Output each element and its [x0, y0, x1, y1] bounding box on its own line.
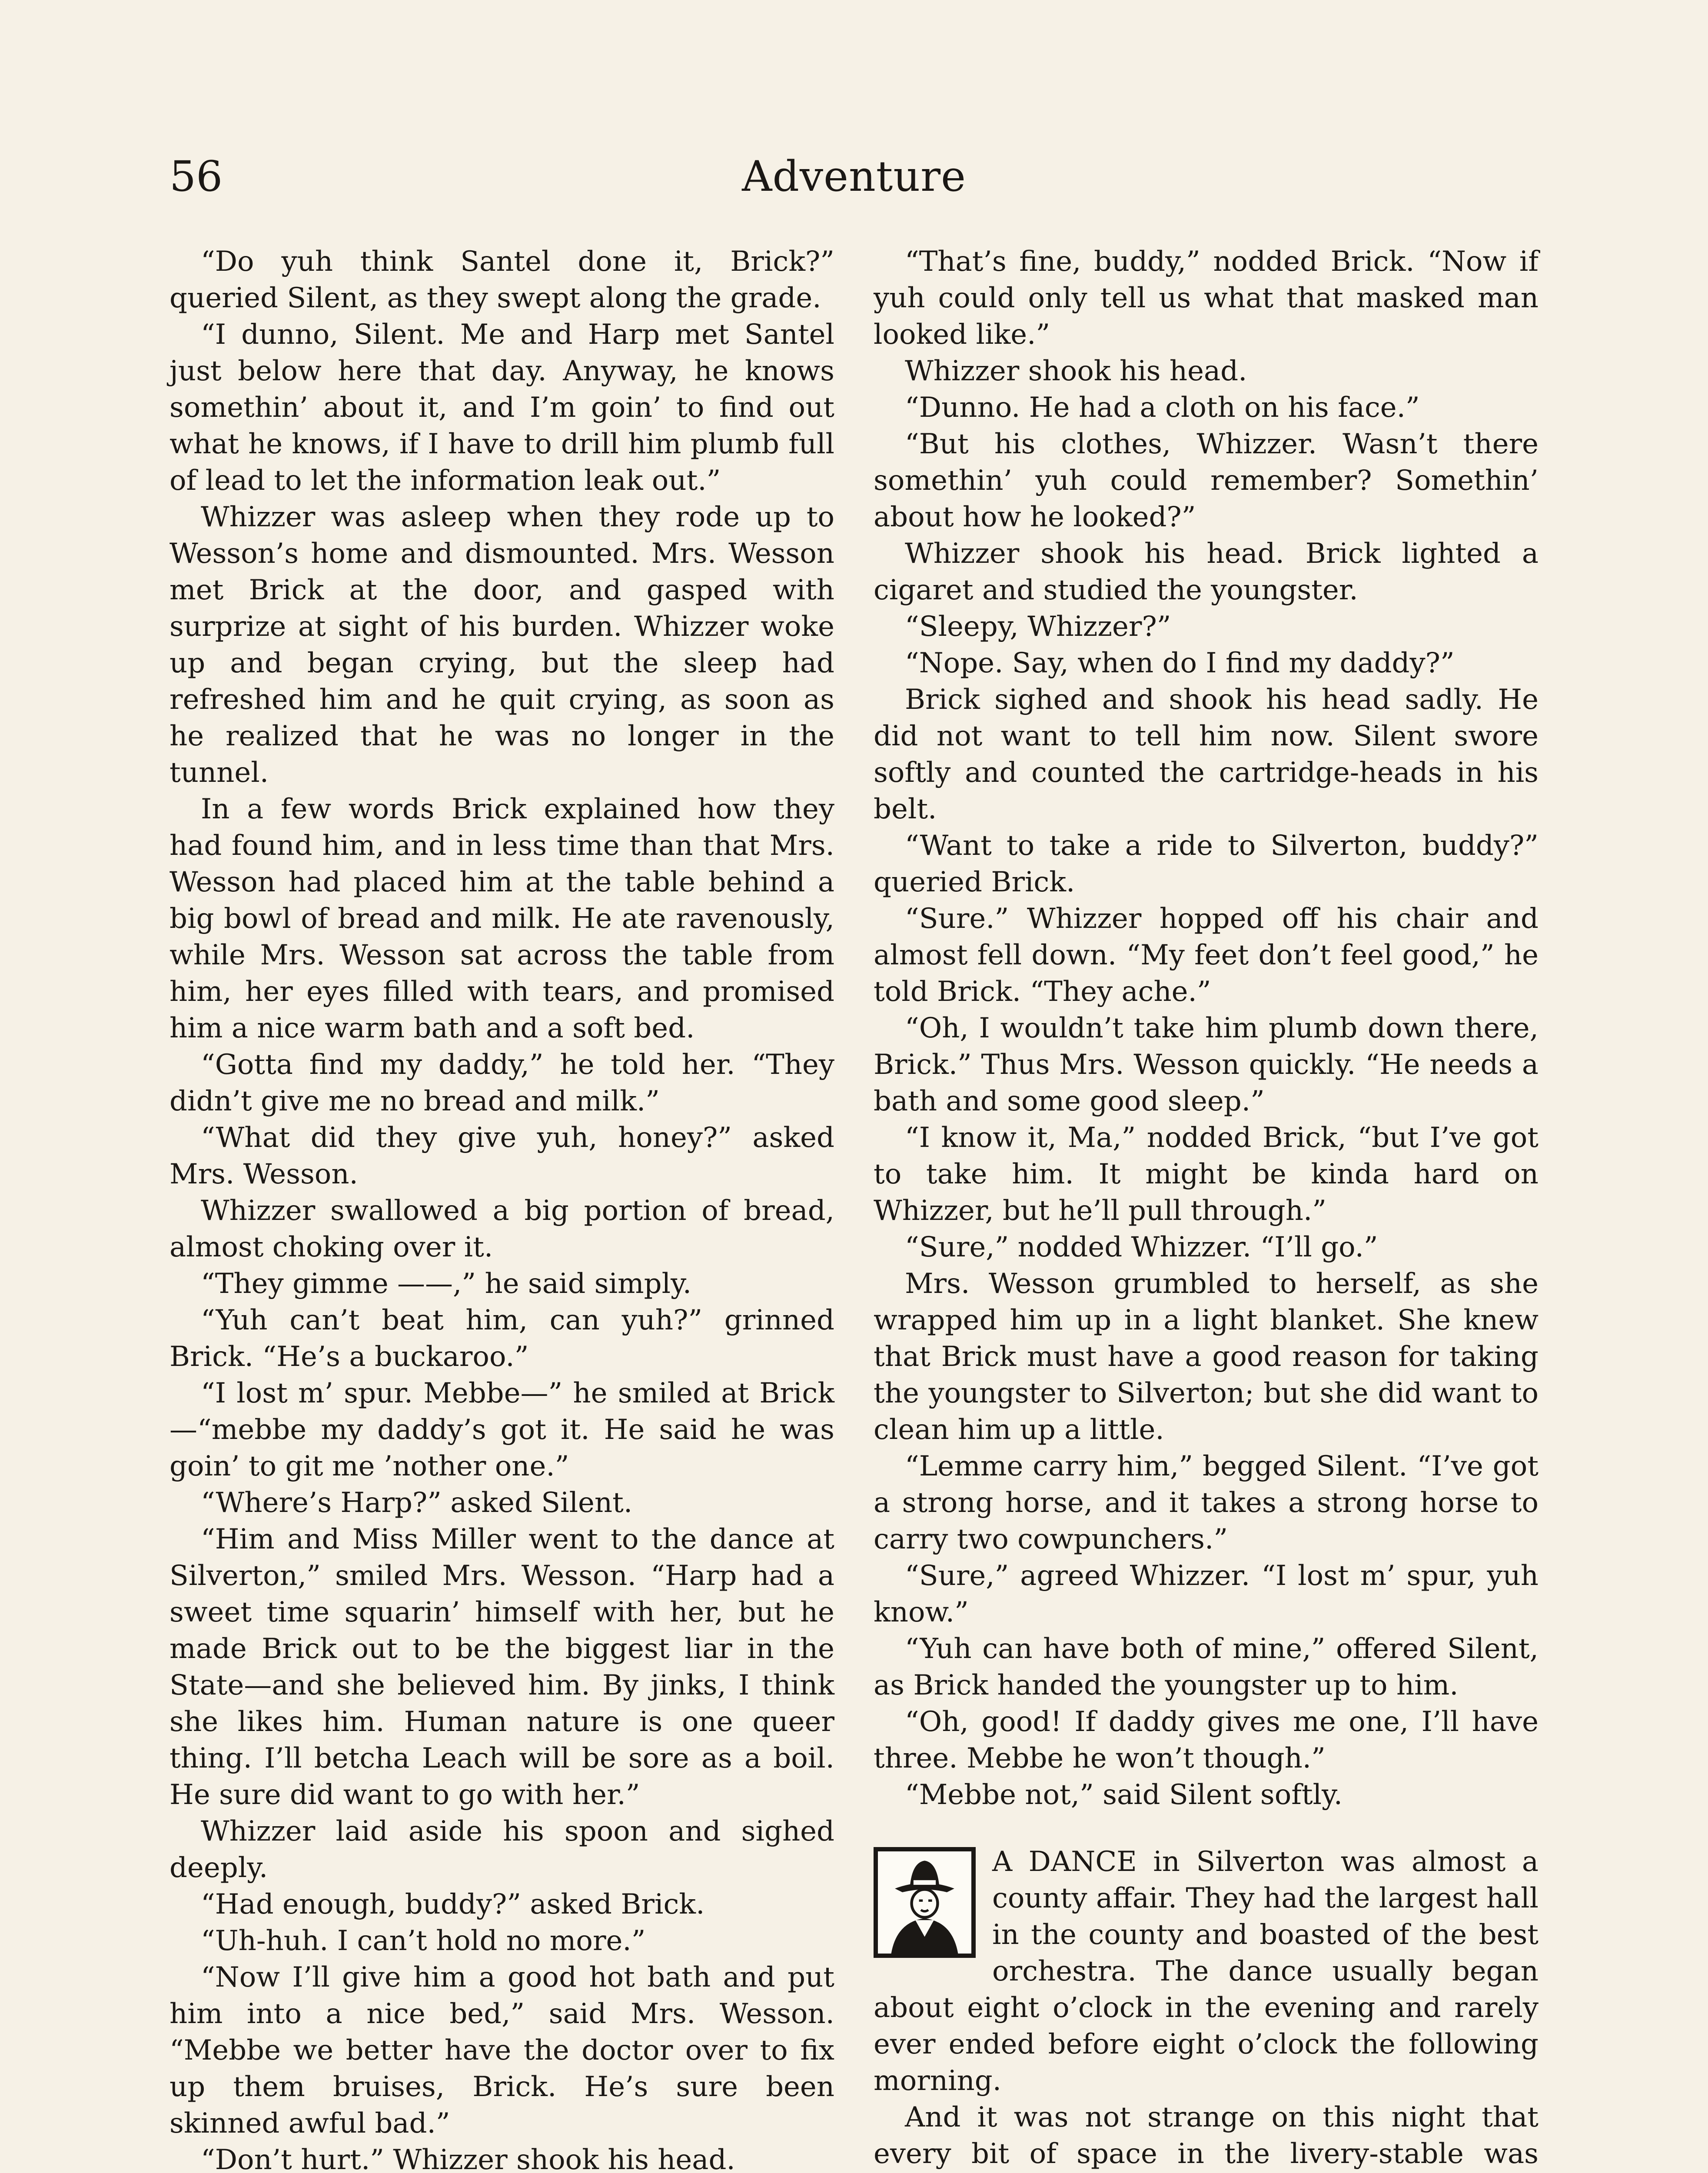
cowboy-portrait-icon [874, 1847, 976, 1958]
paragraph: “I dunno, Silent. Me and Harp met Santel just below here that day. Anyway, he knows somethin’ about it, and I’m goin’ to find out what he knows, if I have to drill him plumb full of lead to let the information leak out.” [169, 319, 834, 497]
page-header [169, 152, 1539, 213]
paragraph: Mrs. Wesson grumbled to herself, as she wrapped him up in a light blanket. She knew that Brick must have a good reason for taking the youngster to Silverton; but she did want to clean him up a little. [874, 1268, 1539, 1446]
paragraph: “Do yuh think Santel done it, Brick?” queried Silent, as they swept along the grade. [169, 246, 834, 314]
paragraph: “But his clothes, Whizzer. Wasn’t there somethin’ yuh could remember? Somethin’ about how he looked?” [874, 428, 1539, 533]
paragraph: “They gimme ——,” he said simply. [201, 1268, 692, 1300]
paragraph: “Don’t hurt.” Whizzer shook his head. [201, 2144, 735, 2173]
paragraph: “Want to take a ride to Silverton, buddy?” queried Brick. [874, 830, 1539, 898]
right-column [874, 243, 1539, 2173]
paragraph: “Now I’ll give him a good hot bath and put him into a nice bed,” said Mrs. Wesson. “Mebbe we better have the doctor over to fix up them bruises, Brick. He’s sure been skinned awful bad.” [169, 1961, 834, 2140]
section-opening-paragraph: A DANCE in Silverton was almost a county affair. They had the largest hall in the county and boasted of the best orchestra. The dance usually began about eight o’clock in the evening and rarely ever ended before eight o’clock the following morning. [874, 1846, 1539, 2097]
paragraph: And it was not strange on this night that every bit of space in the livery-stable was [874, 2101, 1539, 2170]
paragraph: “Oh, good! If daddy gives me one, I’ll have three. Mebbe he won’t though.” [874, 1706, 1539, 1774]
paragraph: “Gotta find my daddy,” he told her. “They didn’t give me no bread and milk.” [169, 1049, 834, 1117]
paragraph: Whizzer shook his head. Brick lighted a cigaret and studied the youngster. [874, 538, 1539, 606]
running-head: Adventure [742, 152, 966, 201]
left-column [169, 243, 834, 2173]
new-section [874, 1844, 1539, 2173]
paragraph: “That’s fine, buddy,” nodded Brick. “Now if yuh could only tell us what that masked man looked like.” [874, 246, 1539, 351]
paragraph: “Mebbe not,” said Silent softly. [905, 1779, 1343, 1811]
paragraph: “Oh, I wouldn’t take him plumb down there, Brick.” Thus Mrs. Wesson quickly. “He needs a bath and some good sleep.” [874, 1012, 1539, 1117]
paragraph: “What did they give yuh, honey?” asked Mrs. Wesson. [169, 1122, 834, 1190]
page-number: 56 [169, 152, 223, 201]
paragraph: Brick sighed and shook his head sadly. He did not want to tell him now. Silent swore softly and counted the cartridge-heads in his belt. [874, 684, 1539, 825]
paragraph: “Sleepy, Whizzer?” [905, 611, 1171, 643]
paragraph: “Yuh can have both of mine,” offered Silent, as Brick handed the youngster up to him. [874, 1633, 1539, 1701]
paragraph: Whizzer laid aside his spoon and sighed deeply. [169, 1815, 834, 1884]
paragraph: “Yuh can’t beat him, can yuh?” grinned Brick. “He’s a buckaroo.” [169, 1304, 834, 1373]
paragraph: Whizzer shook his head. [905, 355, 1247, 387]
paragraph: “Sure,” agreed Whizzer. “I lost m’ spur, yuh know.” [874, 1560, 1539, 1628]
paragraph: “Sure,” nodded Whizzer. “I’ll go.” [905, 1231, 1378, 1263]
paragraph: “I know it, Ma,” nodded Brick, “but I’ve got to take him. It might be kinda hard on Whizzer, but he’ll pull through.” [874, 1122, 1539, 1227]
paragraph: Whizzer was asleep when they rode up to Wesson’s home and dismounted. Mrs. Wesson met Brick at the door, and gasped with surprize at sight of his burden. Whizzer woke up and began crying, but the sleep had refreshed him and he quit crying, as soon as he realized that he was no longer in the tunnel. [169, 501, 834, 789]
paragraph: “Dunno. He had a cloth on his face.” [905, 392, 1420, 424]
paragraph: Whizzer swallowed a big portion of bread, almost choking over it. [169, 1195, 834, 1263]
paragraph: “I lost m’ spur. Mebbe—” he smiled at Brick—“mebbe my daddy’s got it. He said he was goin’ to git me ’nother one.” [169, 1377, 834, 1482]
paragraph: “Had enough, buddy?” asked Brick. [201, 1888, 705, 1920]
paragraph: “Uh-huh. I can’t hold no more.” [201, 1925, 646, 1957]
paragraph: “Nope. Say, when do I find my daddy?” [905, 647, 1455, 679]
paragraph: “Sure.” Whizzer hopped off his chair and almost fell down. “My feet don’t feel good,” he told Brick. “They ache.” [874, 903, 1539, 1008]
paragraph: “Where’s Harp?” asked Silent. [201, 1487, 633, 1519]
paragraph: In a few words Brick explained how they had found him, and in less time than that Mrs. Wesson had placed him at the table behind a big bowl of bread and milk. He ate ravenously, while Mrs. Wesson sat across the table from him, her eyes filled with tears, and promised him a nice warm bath and a soft bed. [169, 793, 834, 1044]
paragraph: “Him and Miss Miller went to the dance at Silverton,” smiled Mrs. Wesson. “Harp had a sweet time squarin’ himself with her, but he made Brick out to be the biggest liar in the State—and she believed him. By jinks, I think she likes him. Human nature is one queer thing. I’ll betcha Leach will be sore as a boil. He sure did want to go with her.” [169, 1523, 834, 1811]
paragraph: “Lemme carry him,” begged Silent. “I’ve got a strong horse, and it takes a strong horse to carry two cowpunchers.” [874, 1450, 1539, 1555]
